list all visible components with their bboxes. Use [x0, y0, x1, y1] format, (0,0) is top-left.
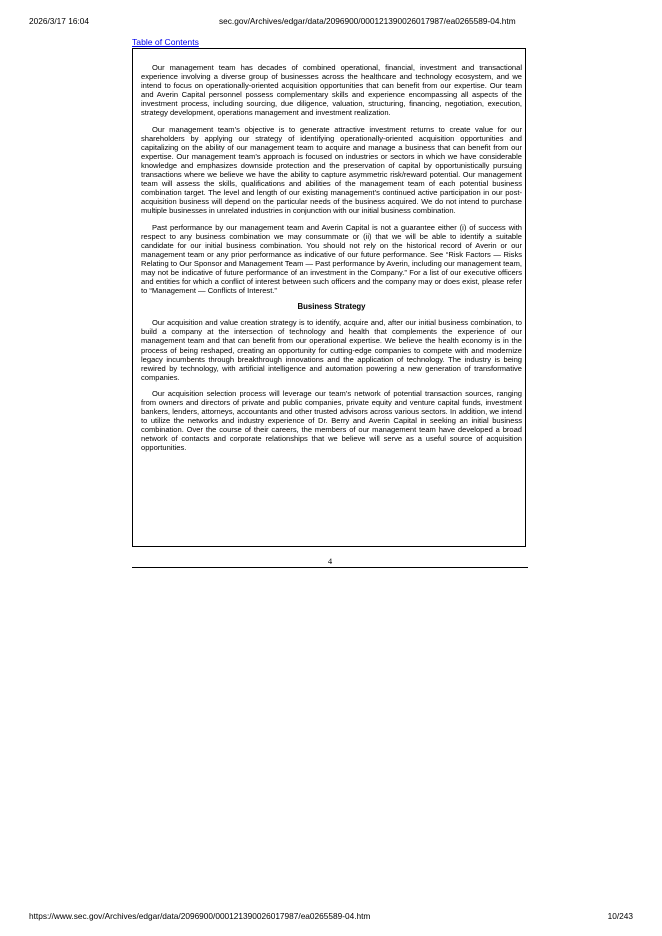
- paragraph-acquisition-strategy: Our acquisition and value creation strategy is to identify, acquire and, after our initial business combination, to build a company at the intersection of technology and health that complements the experience of our management team and that can benefit from our operational expertise. We believe the health economy is in the process of being reshaped, creating an opportunity for cutting-edge companies to compete with and modernize legacy incumbents through breakthrough innovations and the application of technology. The industry is being rewired by technology, with artificial intelligence and automation powering a new generation of transformative companies.: [141, 318, 522, 382]
- paragraph-selection-process: Our acquisition selection process will leverage our team’s network of potential transaction sources, ranging from owners and directors of private and public companies, private equity and venture capital funds, investment bankers, lenders, attorneys, accountants and other trusted advisors across various sectors. In addition, we intend to utilize the networks and industry experience of Dr. Berry and Averin Capital in seeking an initial business combination. Over the course of their careers, the members of our management team have developed a broad network of contacts and corporate relationships that we believe will serve as a useful source of acquisition opportunities.: [141, 388, 522, 453]
- paragraph-management-objective: Our management team’s objective is to generate attractive investment returns to create value for our shareholders by applying our strategy of identifying operationally-oriented acquisition opportunities and capitalizing on the ability of our management team to acquire and manage a business that can benefit from our expertise. Our management team’s approach is focused on industries or sectors in which we have considerable knowledge and emphasizes downside protection and the preservation of capital by opportunistically pursuing transactions where we believe we have the ability to capture asymmetric risk/reward potential. Our management team will assess the skills, qualifications and abilities of the management team of each potential business combination target. The level and length of our existing management’s continued active participation in our post-acquisition business will depend on the particular needs of the business acquired. We do not intend to purchase multiple businesses in unrelated industries in conjunction with our initial business combination.: [141, 124, 522, 216]
- print-datetime: 2026/3/17 16:04: [29, 16, 89, 26]
- paragraph-past-performance: Past performance by our management team and Averin Capital is not a guarantee either (i) of success with respect to any business combination we may consummate or (ii) that we will be able to identify a suitable candidate for our initial business combination. You should not rely on the historical record of Averin or our management team or any prior performance as indicative of our future performance. See “Risk Factors — Risks Relating to Our Sponsor and Management Team — Past performance by Averin, including our management team, may not be indicative of future performance of an investment in the Company.” For a list of our executive officers and entities for which a conflict of interest between such officers and the company may or does exist, please refer to “Management — Conflicts of Interest.”: [141, 222, 522, 296]
- print-url: sec.gov/Archives/edgar/data/2096900/000121390026017987/ea0265589-04.htm: [219, 16, 516, 26]
- page-number: 4: [327, 556, 333, 566]
- table-of-contents-link[interactable]: Table of Contents: [132, 37, 199, 47]
- section-heading-business-strategy: Business Strategy: [297, 302, 366, 312]
- page-divider: [132, 567, 528, 568]
- footer-url: https://www.sec.gov/Archives/edgar/data/2096900/000121390026017987/ea0265589-04.htm: [29, 911, 371, 921]
- paragraph-management-experience: Our management team has decades of combined operational, financial, investment and transactional experience involving a diverse group of businesses across the healthcare and technology ecosystem, and we intend to focus on operationally-oriented acquisition opportunities that can benefit from our expertise. Our team and Averin Capital personnel possess complementary skills and experience encompassing all aspects of the investment process, including sourcing, due diligence, valuation, structuring, financing, negotiation, execution, strategy development, operations management and investment realization.: [141, 63, 522, 118]
- document-content: [132, 48, 526, 547]
- footer-page-count: 10/243: [607, 911, 633, 921]
